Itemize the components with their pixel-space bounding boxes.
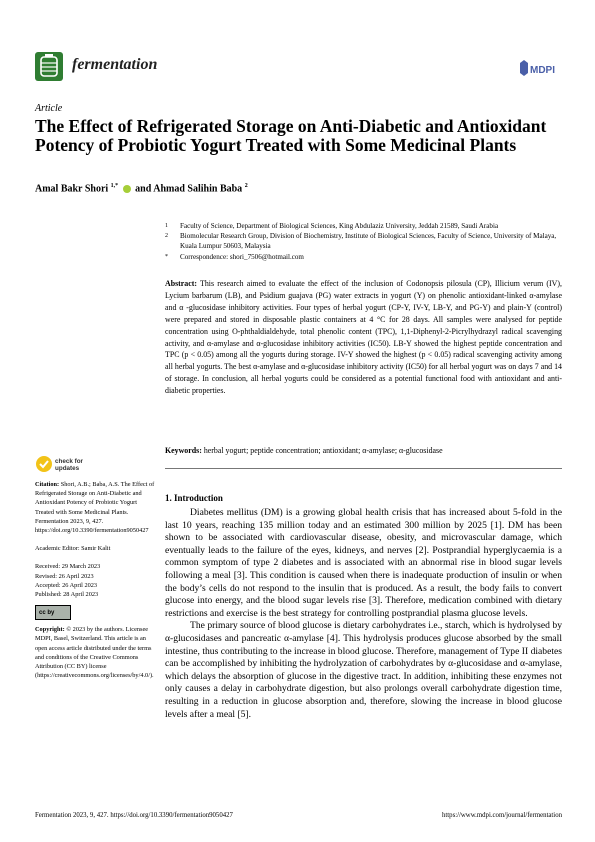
accepted-date: Accepted: 26 April 2023 — [35, 581, 98, 589]
journal-logo — [35, 52, 63, 81]
published-date: Published: 28 April 2023 — [35, 591, 99, 599]
article-type: Article — [35, 103, 63, 114]
affiliation-item — [165, 231, 565, 251]
author-2[interactable]: Ahmad Salihin Baba — [153, 183, 243, 195]
copyright-text[interactable]: © 2023 by the authors. Licensee MDPI, Basel, Switzerland. This article is an open access article distributed under the terms and conditions of the Creative Commons Attribution (CC BY) license (https://creativecommons.org/licenses/by/4.0/). — [35, 626, 154, 680]
journal-name: fermentation — [72, 56, 158, 73]
affiliation-item — [165, 221, 565, 231]
mdpi-logo[interactable] — [516, 59, 560, 79]
orcid-icon[interactable] — [123, 185, 131, 193]
section-heading: 1. Introduction — [165, 493, 223, 503]
citation-text[interactable]: Shori, A.B.; Baba, A.S. The Effect of Refrigerated Storage on Anti-Diabetic and Antioxidant Potency of Probiotic Yogurt Treated with Some Medicinal Plants. Fermentation 2023, 9, 427. https://doi.org/10.3390/fermentation9050427 — [35, 481, 155, 535]
citation-block — [35, 480, 155, 535]
affiliation-text: Biomolecular Research Group, Division of Biochemistry, Institute of Biological Sciences, Faculty of Science, University of Malaya, Kuala Lumpur 50603, Malaysia — [180, 232, 557, 251]
abstract-label: Abstract: — [165, 279, 197, 288]
intro-paragraph-1: Diabetes mellitus (DM) is a growing global health crisis that has increased about 5-fold in the last 10 years, reaching 135 million today and an estimated 300 million by 2025 [1]. DM has been shown to be associated with cardiovascular disease, obesity, and microvascular damage, which eventually leads to the failure of the eyes, kidneys, and nerves [2]. Postprandial hyperglycaemia is a common symptom of type 2 diabetes and is associated with an abnormal rise in blood sugar levels following a meal [3]. This condition is caused when there is inadequate production of insulin or when the body’s cells do not respond to the insulin that is produced. As a result, the body fails to convert glucose into energy, and the blood sugar levels rise [3]. Therefore, medication combined with dietary restrictions and exercise is the best strategy for controlling postprandial plasma glucose levels. — [165, 507, 562, 619]
copyright-block — [35, 625, 155, 680]
check-updates-text[interactable] — [55, 458, 83, 472]
abstract-text: This research aimed to evaluate the effect of the inclusion of Codonopsis pilosula (CP), Illicium verum (IV), Lycium barbarum (LB), and Psidium guajava (PG) water extracts in yogurt (Y) on phenolic antioxidant-linked α-amylase and α -glucosidase inhibitory activities. Four types of herbal yogurt (CP-Y, IV-Y, LB-Y, and PG-Y) and plain-Y (control) were prepared and stored in disposable plastic containers at 4 °C for 28 days. All samples were analysed for peptide concentration using O-phthaldialdehyde, total phenolic content (TPC), 1,1-Diphenyl-2-Picrylhydrazyl radical scavenging activity, and α-amylase and α-glucosidase inhibitory activities (IC50). LB-Y showed the highest peptide concentration and TPC (p < 0.05) among all the yogurts during storage. IV-Y showed the highest (p < 0.05) radical scavenging activity among all herbal yogurts. The best α-amylase and α-glucosidase inhibitory activity (IC50) for all herbal yogurt was on days 7 and 14 of storage. In conclusion, all herbal yogurts could be considered as a potential functional food with antioxidant and anti-diabetic properties. — [165, 279, 562, 396]
author-1[interactable]: Amal Bakr Shori — [35, 183, 109, 195]
check-updates-line2: updates — [55, 465, 80, 472]
keywords — [165, 445, 562, 456]
affiliation-item — [165, 252, 565, 262]
affiliations — [165, 221, 565, 262]
author-2-sup: 2 — [244, 183, 248, 189]
footer-citation[interactable]: Fermentation 2023, 9, 427. https://doi.org/10.3390/fermentation9050427 — [35, 812, 233, 819]
affiliation-number: 1 — [165, 223, 168, 229]
keywords-label: Keywords: — [165, 446, 202, 455]
received-date: Received: 29 March 2023 — [35, 563, 101, 571]
divider — [165, 468, 562, 469]
keywords-text: herbal yogurt; peptide concentration; antioxidant; α-amylase; α-glucosidase — [203, 446, 443, 455]
check-updates-icon — [35, 455, 53, 473]
abstract — [165, 278, 562, 397]
author-conjunction: and — [135, 183, 152, 195]
author-1-sup: 1,* — [110, 183, 119, 189]
sidebar — [35, 480, 155, 680]
affiliation-text: Faculty of Science, Department of Biological Sciences, King Abdulaziz University, Jeddah 21589, Saudi Arabia — [180, 222, 499, 230]
academic-editor: Academic Editor: Samir Kalit — [35, 545, 111, 553]
correspondence-text[interactable]: Correspondence: shori_7506@hotmail.com — [180, 252, 304, 261]
cc-by-badge[interactable] — [35, 605, 71, 620]
footer-journal-link[interactable]: https://www.mdpi.com/journal/fermentation — [442, 812, 562, 819]
cc-by-text: cc by — [39, 610, 55, 617]
revised-date: Revised: 26 April 2023 — [35, 572, 94, 580]
check-updates-line1: check for — [55, 458, 83, 465]
citation-label: Citation: — [35, 481, 60, 488]
copyright-label: Copyright: — [35, 626, 65, 634]
affiliation-number: * — [165, 253, 168, 260]
affiliation-number: 2 — [165, 233, 168, 240]
author-line — [35, 183, 248, 194]
paper-title: The Effect of Refrigerated Storage on Anti-Diabetic and Antioxidant Potency of Probiotic Yogurt Treated with Some Medicinal Plants — [35, 116, 547, 155]
mdpi-logo-text: MDPI — [530, 65, 555, 76]
intro-paragraph-2: The primary source of blood glucose is dietary carbohydrates i.e., starch, which is hydrolysed by α-glucosidases and pancreatic α-amylase [4]. This hydrolysis produces glucose absorbed by the small intestine, thus contributing to the increase in blood glucose. Therefore, management of Type II diabetes can be accomplished by inhibiting the hydrolyzation of carbohydrates by α-glucosidase and α-amylase, which delays the absorption of glucose in the digestive tract. In addition, inhibiting these enzymes not only causes a delay in carbohydrate digestion, but also prolongs overall carbohydrate digestion time, resulting in a reduction in glucose absorption and, therefore, slowing the increase in blood glucose levels after a meal [5]. — [165, 620, 562, 720]
introduction-body — [165, 507, 562, 721]
